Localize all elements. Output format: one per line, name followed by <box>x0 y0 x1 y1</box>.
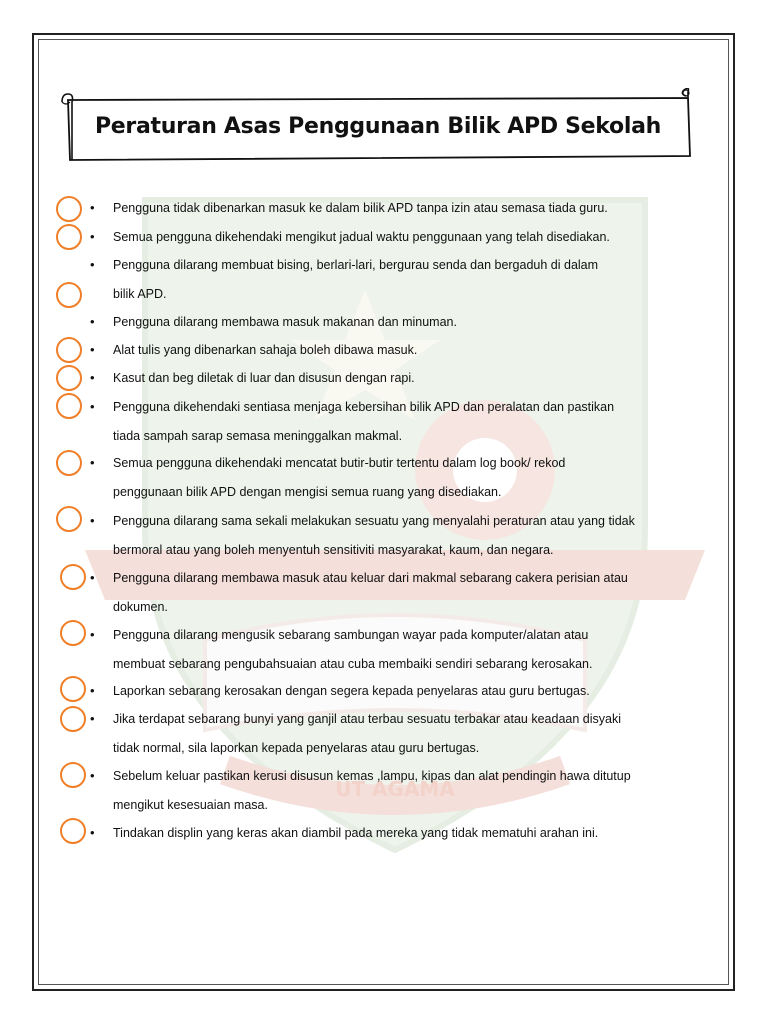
bullet-icon: • <box>90 314 95 329</box>
rule-text: tiada sampah sarap semasa meninggalkan makmal. <box>113 428 403 443</box>
rule-text: Pengguna dilarang mengusik sebarang sambungan wayar pada komputer/alatan atau <box>113 628 589 642</box>
rule-text: dokumen. <box>113 599 168 614</box>
bullet-icon: • <box>90 229 95 244</box>
bullet-icon: • <box>90 370 95 385</box>
checkbox-circle-icon[interactable] <box>56 282 82 308</box>
bullet-icon: • <box>90 399 95 414</box>
rule-text: Pengguna tidak dibenarkan masuk ke dalam bilik APD tanpa izin atau semasa tiada guru. <box>113 201 608 215</box>
bullet-icon: • <box>90 711 95 726</box>
checkbox-circle-icon[interactable] <box>60 564 86 590</box>
bullet-icon: • <box>90 342 95 357</box>
rule-text: Tindakan displin yang keras akan diambil pada mereka yang tidak mematuhi arahan ini. <box>113 826 599 840</box>
rule-text: Alat tulis yang dibenarkan sahaja boleh dibawa masuk. <box>113 343 418 357</box>
checkbox-circle-icon[interactable] <box>56 196 82 222</box>
rule-text: tidak normal, sila laporkan kepada penyelaras atau guru bertugas. <box>113 740 480 755</box>
bullet-icon: • <box>90 683 95 698</box>
checkbox-circle-icon[interactable] <box>56 393 82 419</box>
rule-text: bilik APD. <box>113 286 167 301</box>
rule-text: Pengguna dikehendaki sentiasa menjaga kebersihan bilik APD dan peralatan dan pastikan <box>113 400 615 414</box>
watermark-text: UT AGAMA <box>335 777 455 801</box>
checkbox-circle-icon[interactable] <box>60 762 86 788</box>
rule-text: Laporkan sebarang kerosakan dengan segera kepada penyelaras atau guru bertugas. <box>113 684 590 698</box>
rule-text: Semua pengguna dikehendaki mengikut jadual waktu penggunaan yang telah disediakan. <box>113 230 610 244</box>
rule-text: Kasut dan beg diletak di luar dan disusun dengan rapi. <box>113 371 415 385</box>
checkbox-circle-icon[interactable] <box>56 224 82 250</box>
checkbox-circle-icon[interactable] <box>56 365 82 391</box>
rule-text: membuat sebarang pengubahsuaian atau cuba membaiki sendiri sebarang kerosakan. <box>113 656 593 671</box>
rule-text: Pengguna dilarang membuat bising, berlari-lari, bergurau senda dan bergaduh di dalam <box>113 258 599 272</box>
bullet-icon: • <box>90 200 95 215</box>
checkbox-circle-icon[interactable] <box>60 818 86 844</box>
bullet-icon: • <box>90 627 95 642</box>
checkbox-circle-icon[interactable] <box>56 337 82 363</box>
rule-text: bermoral atau yang boleh menyentuh sensitiviti masyarakat, kaum, dan negara. <box>113 542 554 557</box>
rule-text: Jika terdapat sebarang bunyi yang ganjil atau terbau sesuatu terbakar atau keadaan disyaki <box>113 712 621 726</box>
checkbox-circle-icon[interactable] <box>56 506 82 532</box>
rule-text: Sebelum keluar pastikan kerusi disusun kemas ,lampu, kipas dan alat pendingin hawa ditutup <box>113 769 631 783</box>
checkbox-circle-icon[interactable] <box>60 676 86 702</box>
checkbox-circle-icon[interactable] <box>60 620 86 646</box>
bullet-icon: • <box>90 768 95 783</box>
bullet-icon: • <box>90 570 95 585</box>
rule-text: Pengguna dilarang sama sekali melakukan sesuatu yang menyalahi peraturan atau yang tidak <box>113 514 635 528</box>
rule-text: Pengguna dilarang membawa masuk makanan dan minuman. <box>113 315 457 329</box>
bullet-icon: • <box>90 513 95 528</box>
rule-text: Pengguna dilarang membawa masuk atau keluar dari makmal sebarang cakera perisian atau <box>113 571 628 585</box>
bullet-icon: • <box>90 825 95 840</box>
bullet-icon: • <box>90 455 95 470</box>
checkbox-circle-icon[interactable] <box>56 450 82 476</box>
rule-text: mengikut kesesuaian masa. <box>113 797 268 812</box>
bullet-icon: • <box>90 257 95 272</box>
rule-text: Semua pengguna dikehendaki mencatat butir-butir tertentu dalam log book/ rekod <box>113 456 566 470</box>
rule-text: penggunaan bilik APD dengan mengisi semua ruang yang disediakan. <box>113 484 502 499</box>
checkbox-circle-icon[interactable] <box>60 706 86 732</box>
page-title: Peraturan Asas Penggunaan Bilik APD Sekolah <box>94 114 662 139</box>
